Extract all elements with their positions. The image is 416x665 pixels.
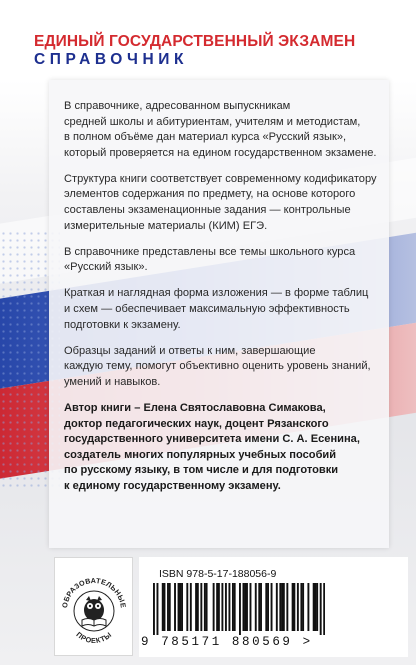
barcode-area [139, 557, 408, 657]
header [0, 0, 416, 80]
logo-text-bottom: ПРОЕКТЫ [74, 629, 114, 646]
logo-text-top: ОБРАЗОВАТЕЛЬНЫЕ [59, 575, 128, 609]
owl-book-icon [55, 558, 132, 655]
paragraph-1: В справочнике, адресованном выпускникам средней школы и абитуриентам, учителям и методистам, в полном объёме дан материал курса «Русский язык», который проверяется на едином государственном экзамене. [64, 100, 377, 159]
barcode-bars [153, 583, 325, 635]
paragraph-3: В справочнике представлены все темы школьного курса «Русский язык». [64, 245, 356, 274]
description-text [64, 99, 380, 505]
paragraph-2: Структура книги соответствует современному кодификатору элементов содержания по предмету, на основе которого составлены экзаменационные задания — контрольные измерительные материалы (КИМ) ЕГЭ. [64, 172, 377, 232]
barcode-digits: 9 785171 880569 > [141, 635, 313, 649]
book-type-title: СПРАВОЧНИК [34, 51, 189, 68]
author-info: Автор книги – Елена Святославовна Симакова, доктор педагогических наук, доцент Рязанского государственного университета имени С. А. Есенина, создатель многих популярных учебных пособий по русскому языку, в том числе и для подготовки к единому государственному экзамену. [64, 402, 360, 492]
paragraph-4: Краткая и наглядная форма изложения — в форме таблиц и схем — обеспечивает максимальную эффективность подготовки к экзамену. [64, 287, 369, 331]
paragraph-5: Образцы заданий и ответы к ним, завершающие каждую тему, помогут объективно оценить уровень знаний, умений и навыков. [64, 344, 371, 388]
publisher-logo [54, 557, 133, 656]
svg-text:ПРОЕКТЫ [74, 630, 113, 645]
isbn-number: ISBN 978-5-17-188056-9 [159, 568, 277, 580]
series-title: ЕДИНЫЙ ГОСУДАРСТВЕННЫЙ ЭКЗАМЕН [34, 33, 356, 50]
